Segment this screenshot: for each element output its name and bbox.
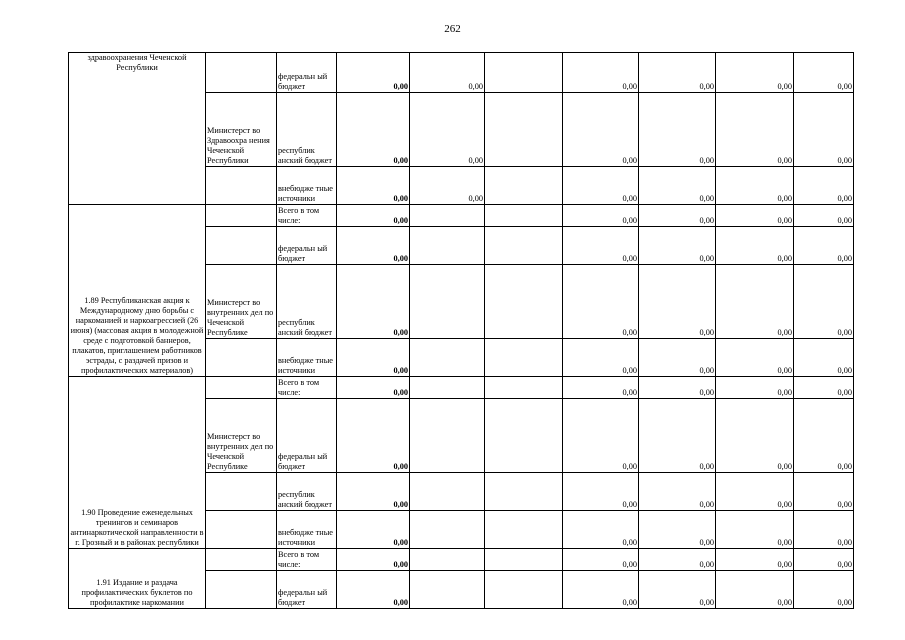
value-cell: 0,00 <box>563 571 639 609</box>
budget-table <box>68 52 854 609</box>
value-cell: 0,00 <box>563 473 639 511</box>
organization <box>206 53 277 93</box>
value-cell <box>485 571 563 609</box>
value-cell: 0,00 <box>794 339 854 377</box>
value-cell: 0,00 <box>716 227 794 265</box>
organization <box>206 549 277 571</box>
organization: Министерст во Здравоохра нения Чеченской Республики <box>206 93 277 167</box>
activity-name: 1.90 Проведение еженедельных тренингов и семинаров антинаркотической направленности в г. Грозный и в районах республики <box>69 377 206 549</box>
activity-name: 1.89 Республиканская акция к Международному дню борьбы с наркоманией и наркоагрессией (26 июня) (массовая акция в молодежной среде с подготовкой баннеров, плакатов, приглашением работников эстрады, с раздачей призов и профилактических материалов) <box>69 205 206 377</box>
value-cell <box>485 399 563 473</box>
value-cell: 0,00 <box>794 377 854 399</box>
value-cell: 0,00 <box>563 227 639 265</box>
organization <box>206 205 277 227</box>
value-cell <box>485 167 563 205</box>
value-cell: 0,00 <box>563 339 639 377</box>
value-cell: 0,00 <box>794 399 854 473</box>
value-cell: 0,00 <box>563 265 639 339</box>
funding-source: федеральн ый бюджет <box>277 227 337 265</box>
value-cell: 0,00 <box>639 93 716 167</box>
value-cell: 0,00 <box>410 53 485 93</box>
value-cell: 0,00 <box>794 205 854 227</box>
value-cell: 0,00 <box>563 205 639 227</box>
value-cell <box>410 571 485 609</box>
organization <box>206 511 277 549</box>
value-cell: 0,00 <box>639 227 716 265</box>
value-cell: 0,00 <box>716 93 794 167</box>
total-value: 0,00 <box>337 93 410 167</box>
value-cell: 0,00 <box>639 473 716 511</box>
value-cell: 0,00 <box>639 377 716 399</box>
organization <box>206 339 277 377</box>
value-cell: 0,00 <box>794 93 854 167</box>
value-cell: 0,00 <box>716 571 794 609</box>
funding-source: республик анский бюджет <box>277 473 337 511</box>
value-cell: 0,00 <box>563 399 639 473</box>
value-cell <box>485 93 563 167</box>
value-cell <box>485 53 563 93</box>
value-cell: 0,00 <box>410 167 485 205</box>
value-cell: 0,00 <box>794 265 854 339</box>
value-cell <box>485 473 563 511</box>
value-cell <box>485 511 563 549</box>
funding-source: республик анский бюджет <box>277 93 337 167</box>
funding-source: федеральн ый бюджет <box>277 571 337 609</box>
value-cell: 0,00 <box>563 167 639 205</box>
value-cell: 0,00 <box>716 167 794 205</box>
value-cell: 0,00 <box>639 549 716 571</box>
total-value: 0,00 <box>337 339 410 377</box>
organization <box>206 377 277 399</box>
value-cell <box>485 205 563 227</box>
value-cell: 0,00 <box>794 473 854 511</box>
value-cell <box>485 377 563 399</box>
value-cell <box>410 227 485 265</box>
value-cell: 0,00 <box>563 377 639 399</box>
funding-source: внебюдже тные источники <box>277 167 337 205</box>
value-cell: 0,00 <box>716 53 794 93</box>
value-cell <box>410 377 485 399</box>
value-cell <box>410 473 485 511</box>
value-cell: 0,00 <box>716 339 794 377</box>
total-value: 0,00 <box>337 53 410 93</box>
value-cell: 0,00 <box>794 549 854 571</box>
funding-source: Всего в том числе: <box>277 205 337 227</box>
organization <box>206 167 277 205</box>
value-cell: 0,00 <box>563 511 639 549</box>
funding-source: федеральн ый бюджет <box>277 399 337 473</box>
value-cell: 0,00 <box>639 511 716 549</box>
total-value: 0,00 <box>337 399 410 473</box>
value-cell: 0,00 <box>716 511 794 549</box>
organization <box>206 227 277 265</box>
total-value: 0,00 <box>337 549 410 571</box>
value-cell: 0,00 <box>716 265 794 339</box>
value-cell: 0,00 <box>563 93 639 167</box>
value-cell: 0,00 <box>410 93 485 167</box>
total-value: 0,00 <box>337 205 410 227</box>
value-cell: 0,00 <box>716 205 794 227</box>
value-cell: 0,00 <box>716 377 794 399</box>
total-value: 0,00 <box>337 377 410 399</box>
value-cell: 0,00 <box>563 549 639 571</box>
funding-source: внебюдже тные источники <box>277 339 337 377</box>
organization <box>206 571 277 609</box>
organization: Министерст во внутренних дел по Чеченской Республике <box>206 399 277 473</box>
value-cell <box>410 511 485 549</box>
total-value: 0,00 <box>337 265 410 339</box>
value-cell: 0,00 <box>639 265 716 339</box>
value-cell: 0,00 <box>794 227 854 265</box>
activity-name: 1.91 Издание и раздача профилактических буклетов по профилактике наркомании <box>69 549 206 609</box>
value-cell <box>485 227 563 265</box>
total-value: 0,00 <box>337 227 410 265</box>
total-value: 0,00 <box>337 167 410 205</box>
total-value: 0,00 <box>337 571 410 609</box>
table-row <box>69 549 854 571</box>
value-cell <box>410 265 485 339</box>
organization <box>206 473 277 511</box>
value-cell: 0,00 <box>639 339 716 377</box>
value-cell <box>410 205 485 227</box>
table-row <box>69 205 854 227</box>
value-cell: 0,00 <box>639 205 716 227</box>
page-number: 262 <box>444 23 461 35</box>
value-cell <box>485 549 563 571</box>
value-cell: 0,00 <box>794 167 854 205</box>
funding-source: республик анский бюджет <box>277 265 337 339</box>
value-cell: 0,00 <box>794 53 854 93</box>
total-value: 0,00 <box>337 473 410 511</box>
value-cell: 0,00 <box>563 53 639 93</box>
value-cell <box>410 399 485 473</box>
value-cell: 0,00 <box>639 571 716 609</box>
value-cell: 0,00 <box>794 571 854 609</box>
funding-source: федеральн ый бюджет <box>277 53 337 93</box>
value-cell <box>485 265 563 339</box>
activity-name: здравоохранения Чеченской Республики <box>69 53 206 205</box>
funding-source: Всего в том числе: <box>277 549 337 571</box>
value-cell: 0,00 <box>639 399 716 473</box>
funding-source: внебюдже тные источники <box>277 511 337 549</box>
value-cell: 0,00 <box>716 473 794 511</box>
value-cell: 0,00 <box>639 167 716 205</box>
funding-source: Всего в том числе: <box>277 377 337 399</box>
table-row <box>69 377 854 399</box>
value-cell: 0,00 <box>716 549 794 571</box>
value-cell: 0,00 <box>716 399 794 473</box>
value-cell <box>410 339 485 377</box>
total-value: 0,00 <box>337 511 410 549</box>
table-row <box>69 53 854 93</box>
organization: Министерст во внутренних дел по Чеченской Республике <box>206 265 277 339</box>
value-cell <box>410 549 485 571</box>
value-cell: 0,00 <box>794 511 854 549</box>
value-cell <box>485 339 563 377</box>
value-cell: 0,00 <box>639 53 716 93</box>
